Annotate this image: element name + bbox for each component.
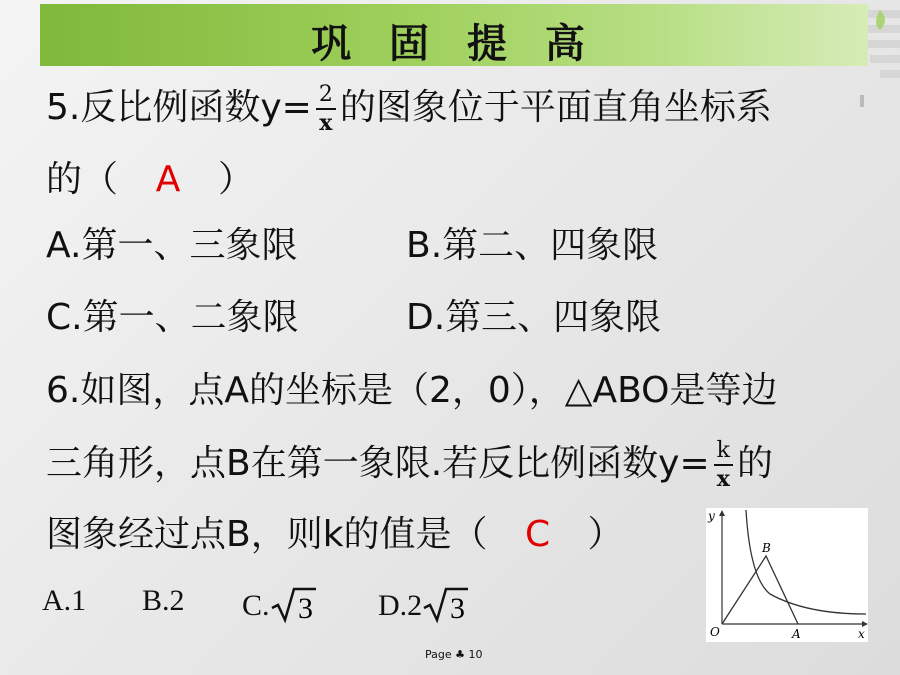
q6-option-d-radicand: 3 xyxy=(450,592,466,624)
origin-label: O xyxy=(710,625,720,639)
slide-title: 巩 固 提 高 xyxy=(311,20,597,67)
page-number-value: 10 xyxy=(468,648,483,661)
q6-bracket-close: ） xyxy=(587,514,624,555)
q6-option-d-label: D. xyxy=(378,588,408,622)
title-banner xyxy=(40,4,868,66)
q5-answer: A xyxy=(155,159,181,200)
q6-line2-suffix: 的 xyxy=(736,443,773,484)
q5-frac-den: x xyxy=(319,110,333,136)
q5-options-row2 xyxy=(46,297,662,338)
q5-frac-num: 2 xyxy=(318,82,333,107)
q5-suffix: 的图象位于平面直角坐标系 xyxy=(339,87,772,128)
q5-option-b: B.第二、四象限 xyxy=(406,225,659,266)
triangle-oab xyxy=(722,556,798,624)
q5-bracket-open: 的（ xyxy=(46,159,119,200)
q6-line1: 6.如图，点A的坐标是（2，0），△ABO是等边 xyxy=(46,370,778,411)
coordinate-figure xyxy=(706,508,868,642)
q6-line2-prefix: 三角形，点B在第一象限.若反比例函数y= xyxy=(46,443,710,484)
q6-frac-num: k xyxy=(716,438,730,463)
sqrt-icon xyxy=(422,586,470,630)
q5-option-c: C.第一、二象限 xyxy=(46,297,299,338)
q5-line2 xyxy=(46,159,255,200)
q6-option-d xyxy=(378,586,470,630)
q6-line3-prefix: 图象经过点B，则k的值是（ xyxy=(46,514,488,555)
y-label: y xyxy=(708,509,715,523)
point-b-label: B xyxy=(762,541,771,555)
q6-fraction xyxy=(714,440,733,490)
q5-line1 xyxy=(46,84,772,134)
hyperbola-curve xyxy=(746,510,866,614)
q5-bracket-close: ） xyxy=(218,159,255,200)
q6-option-c-label: C. xyxy=(242,588,270,622)
q6-option-c xyxy=(242,586,318,630)
q5-option-a: A.第一、三象限 xyxy=(46,225,298,266)
q5-options-row1 xyxy=(46,225,659,266)
q6-option-c-radicand: 3 xyxy=(297,592,313,624)
q6-option-d-coef: 2 xyxy=(407,588,423,622)
y-axis-arrow xyxy=(719,510,725,516)
q6-option-b: B.2 xyxy=(142,584,185,617)
q6-frac-den: x xyxy=(716,466,730,492)
q6-option-a: A.1 xyxy=(42,584,87,617)
q5-fraction xyxy=(316,84,336,134)
q5-option-d: D.第三、四象限 xyxy=(406,297,662,338)
q6-answer: C xyxy=(524,514,551,555)
point-a-label: A xyxy=(792,627,801,641)
page-prefix: Page xyxy=(425,648,452,661)
q5-prefix: 5.反比例函数y= xyxy=(46,87,312,128)
q6-line2 xyxy=(46,440,773,490)
sqrt-icon xyxy=(270,586,318,630)
page-number xyxy=(425,648,483,661)
q6-line3 xyxy=(46,514,624,555)
x-label: x xyxy=(858,627,865,641)
club-icon: ♣ xyxy=(455,648,466,661)
